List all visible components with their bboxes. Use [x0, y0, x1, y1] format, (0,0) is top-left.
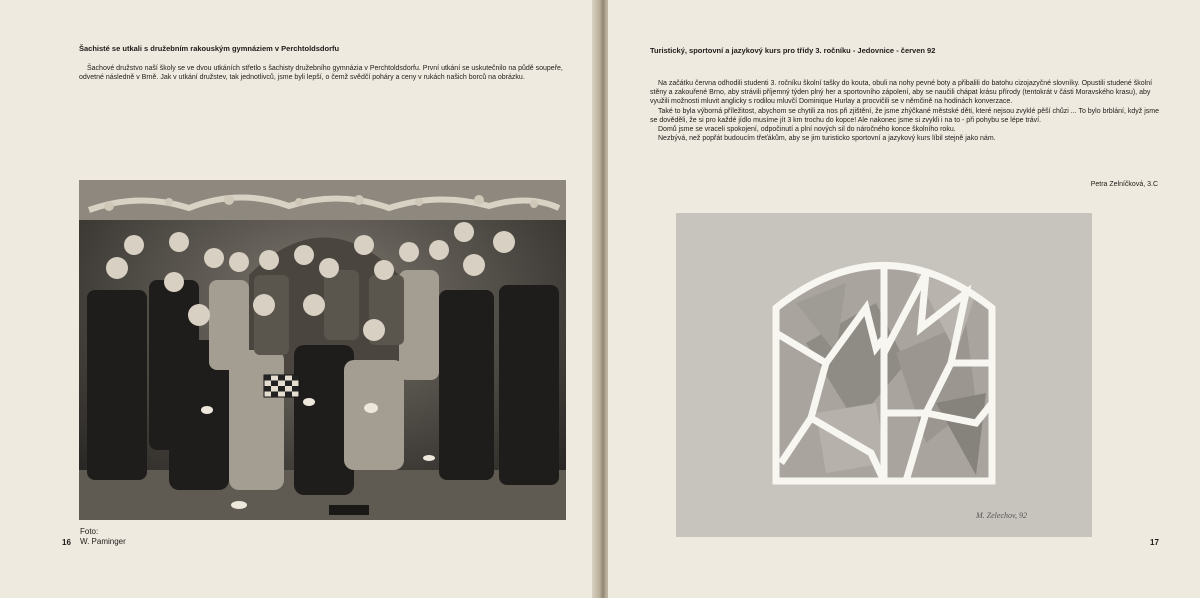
right-article-paragraph-3: Domů jsme se vraceli spokojení, odpočinutí a plní nových sil do náročného konce školního roku. [658, 126, 956, 134]
right-article-title: Turistický, sportovní a jazykový kurs pro třídy 3. ročníku - Jedovnice - červen 92 [650, 46, 936, 55]
photo-caption-label: Foto: [80, 527, 99, 536]
left-article-paragraph: Šachové družstvo naší školy se ve dvou utkáních střetlo s šachisty družebního gymnázia v Perchtoldsdorfu. První utkání se uskutečnilo na půdě soupeře, odvetné následně v Brně. Jak v utkání družstev, tak jednotlivců, jsme byli lepší, o čemž svědčí poháry a ceny v rukách našich borců na obrázku. [79, 65, 563, 82]
right-article-body [650, 79, 1160, 143]
left-article-body [79, 64, 571, 82]
chess-team-photo [79, 180, 566, 520]
right-article-paragraph-4: Nezbývá, než popřát budoucím třeťákům, aby se jim turisticko sportovní a jazykový kurs líbil stejně jako nám. [658, 135, 996, 143]
photo-caption-author: W. Paminger [80, 537, 126, 546]
left-article-title: Šachisté se utkali s družebním rakouským gymnáziem v Perchtoldsdorfu [79, 44, 340, 53]
right-page-number: 17 [1150, 538, 1159, 547]
svg-text:M. Zelechov, 92: M. Zelechov, 92 [976, 511, 1027, 520]
left-page [0, 0, 598, 598]
left-page-number: 16 [62, 538, 71, 547]
window-artwork [676, 213, 1092, 537]
right-article-paragraph-1: Na začátku června odhodili studenti 3. ročníku školní tašky do kouta, obuli na nohy pevné boty a přibalili do batohu cizojazyčné slovníky. Opustili studené školní stěny a zakouřené Brno, aby strávili příjemný týden plný her a sportovního zápolení, aby se naučili chápat krásu přírody (tentokrát v části Moravského krasu), aby využili možnosti mluvit anglicky s rodilou mluvčí Dominique Hurlay a procvičili se v němčině na hodinách konverzace. [650, 80, 1153, 106]
right-article-author: Petra Zelníčková, 3.C [1090, 181, 1158, 188]
right-article-paragraph-2: Také to byla výborná příležitost, abychom se chytili za nos při zjištění, že jsme zhýčkané městské děti, které nejsou zvyklé pěší chůzi ... To bylo brblání, když jsme se dověděli, že si pro každé jídlo musíme jít 3 km trochu do kopce! Ale nakonec jsme si zvykli i na to - při pohybu se lépe tráví. [650, 107, 1159, 124]
